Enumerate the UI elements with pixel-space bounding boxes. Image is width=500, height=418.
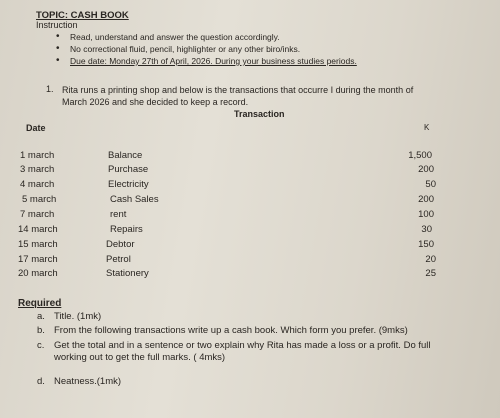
bullet-icon: • xyxy=(56,55,60,66)
row-date: 4 march xyxy=(20,179,55,190)
date-column-header: Date xyxy=(26,123,46,133)
row-date: 17 march xyxy=(18,254,58,265)
row-date: 1 march xyxy=(20,150,55,161)
row-date: 5 march xyxy=(22,194,57,205)
row-date: 14 march xyxy=(18,224,58,235)
row-amount: 1,500 xyxy=(408,150,432,161)
row-item: Petrol xyxy=(106,254,131,265)
row-amount: 20 xyxy=(425,254,436,265)
row-amount: 50 xyxy=(425,179,436,190)
required-heading: Required xyxy=(18,298,62,309)
row-amount: 200 xyxy=(418,164,434,175)
row-date: 15 march xyxy=(18,239,58,250)
row-item: Electricity xyxy=(108,179,149,190)
row-date: 7 march xyxy=(20,209,55,220)
requirement-item: d. Neatness.(1mk) xyxy=(37,376,122,387)
row-amount: 150 xyxy=(418,239,434,250)
instruction-label: Instruction xyxy=(36,20,78,30)
row-date: 20 march xyxy=(18,268,58,279)
row-amount: 30 xyxy=(421,224,432,235)
question-number: 1. xyxy=(46,84,54,94)
row-amount: 200 xyxy=(418,194,434,205)
instruction-bullet: • Due date: Monday 27th of April, 2026. During your business studies periods. xyxy=(56,55,357,66)
amount-column-header: K xyxy=(424,123,430,132)
row-amount: 100 xyxy=(418,209,434,220)
row-item: Cash Sales xyxy=(110,194,159,205)
topic-heading: TOPIC: CASH BOOK xyxy=(36,10,129,21)
bullet-icon: • xyxy=(56,31,60,42)
row-item: Debtor xyxy=(106,239,135,250)
row-amount: 25 xyxy=(425,268,436,279)
row-item: Repairs xyxy=(110,224,143,235)
requirement-item: c. Get the total and in a sentence or two explain why Rita has made a loss or a profit. Do full working out to get the full marks. ( 4mks) xyxy=(37,340,431,363)
table-title: Transaction xyxy=(234,109,285,119)
row-item: Balance xyxy=(108,150,143,161)
row-item: Purchase xyxy=(108,164,149,175)
instruction-bullet: • Read, understand and answer the question accordingly. xyxy=(56,31,280,42)
row-item: rent xyxy=(110,209,127,220)
row-date: 3 march xyxy=(20,164,55,175)
bullet-icon: • xyxy=(56,43,60,54)
requirement-item: a. Title. (1mk) xyxy=(37,311,102,322)
requirement-item: b. From the following transactions write up a cash book. Which form you prefer. (9mks) xyxy=(37,325,408,336)
question-text: Rita runs a printing shop and below is the transactions that occurre I during the month of March 2026 and she decided to keep a record. xyxy=(62,85,414,107)
row-item: Stationery xyxy=(106,268,149,279)
instruction-bullet: • No correctional fluid, pencil, highlighter or any other biro/inks. xyxy=(56,43,301,54)
